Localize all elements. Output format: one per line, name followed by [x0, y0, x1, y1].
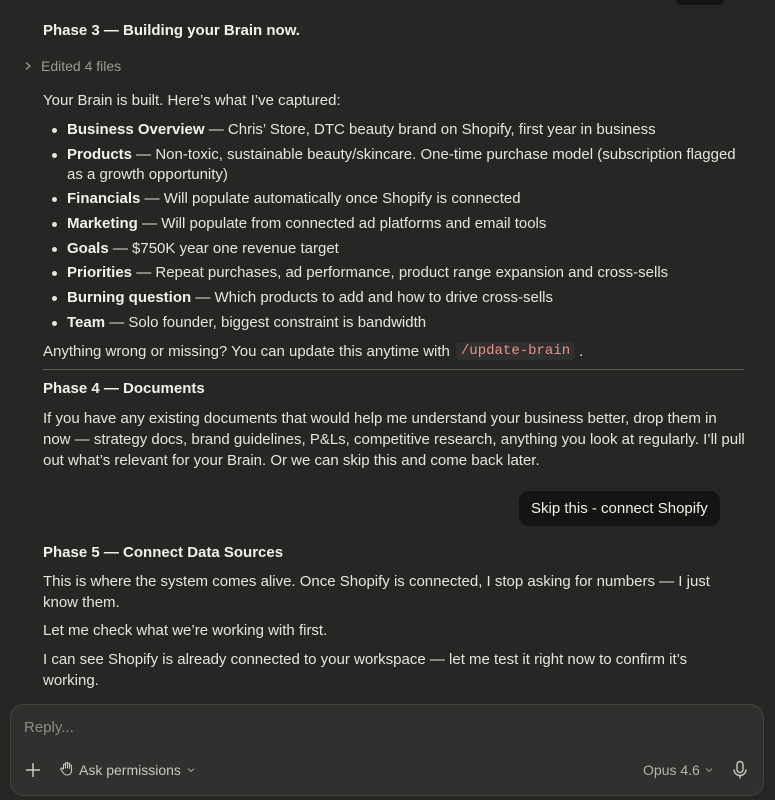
- phase5-paragraph: Let me check what we’re working with first.: [43, 622, 328, 639]
- phase5-paragraph: This is where the system comes alive. Once Shopify is connected, I stop asking for numbers — I just know them.: [43, 573, 710, 611]
- phase4-heading: Phase 4 — Documents: [43, 380, 205, 397]
- phase3-outro: Anything wrong or missing? You can update this anytime with /update-brain .: [43, 342, 584, 360]
- list-item: Financials — Will populate automatically once Shopify is connected: [51, 189, 751, 209]
- ask-permissions-label: Ask permissions: [79, 762, 181, 778]
- chevron-down-icon: [704, 762, 714, 778]
- phase5-paragraph: I can see Shopify is already connected to your workspace — let me test it right now to confirm it’s working.: [43, 651, 688, 689]
- model-label: Opus 4.6: [643, 762, 700, 778]
- brain-summary-list: [51, 120, 751, 338]
- list-item: Goals — $750K year one revenue target: [51, 239, 751, 259]
- chevron-down-icon: [186, 762, 196, 778]
- section-divider: [43, 369, 744, 370]
- ask-permissions-button[interactable]: [60, 761, 196, 779]
- list-item: Burning question — Which products to add and how to drive cross-sells: [51, 288, 751, 308]
- edited-files-label: Edited 4 files: [41, 58, 122, 74]
- chevron-right-icon: [23, 59, 33, 74]
- phase5-heading: Phase 5 — Connect Data Sources: [43, 544, 284, 561]
- user-message-bubble: Skip this - connect Shopify: [519, 491, 720, 526]
- list-item: Business Overview — Chris’ Store, DTC beauty brand on Shopify, first year in business: [51, 120, 751, 140]
- phase3-heading: Phase 3 — Building your Brain now.: [43, 22, 300, 39]
- previous-message-bubble-edge: [676, 0, 724, 5]
- model-selector[interactable]: [643, 762, 714, 778]
- hand-icon: [60, 761, 74, 779]
- microphone-icon[interactable]: [731, 760, 749, 780]
- list-item: Products — Non-toxic, sustainable beauty/skincare. One-time purchase model (subscription flagged as a growth opportunity): [51, 145, 751, 185]
- plus-icon[interactable]: [24, 761, 42, 779]
- message-composer: [10, 704, 764, 796]
- reply-input[interactable]: [24, 719, 624, 736]
- list-item: Team — Solo founder, biggest constraint is bandwidth: [51, 313, 751, 333]
- list-item: Priorities — Repeat purchases, ad performance, product range expansion and cross-sells: [51, 263, 751, 283]
- phase4-body: If you have any existing documents that would help me understand your business better, drop them in now — strategy docs, brand guidelines, P&Ls, competitive research, anything you look at regularly. I’ll pull out what’s relevant for your Brain. Or we can skip this and come back later.: [43, 410, 745, 469]
- edited-files-toggle[interactable]: [23, 58, 121, 74]
- phase3-intro: Your Brain is built. Here’s what I’ve captured:: [43, 92, 341, 109]
- update-brain-command: /update-brain: [456, 342, 575, 360]
- list-item: Marketing — Will populate from connected ad platforms and email tools: [51, 214, 751, 234]
